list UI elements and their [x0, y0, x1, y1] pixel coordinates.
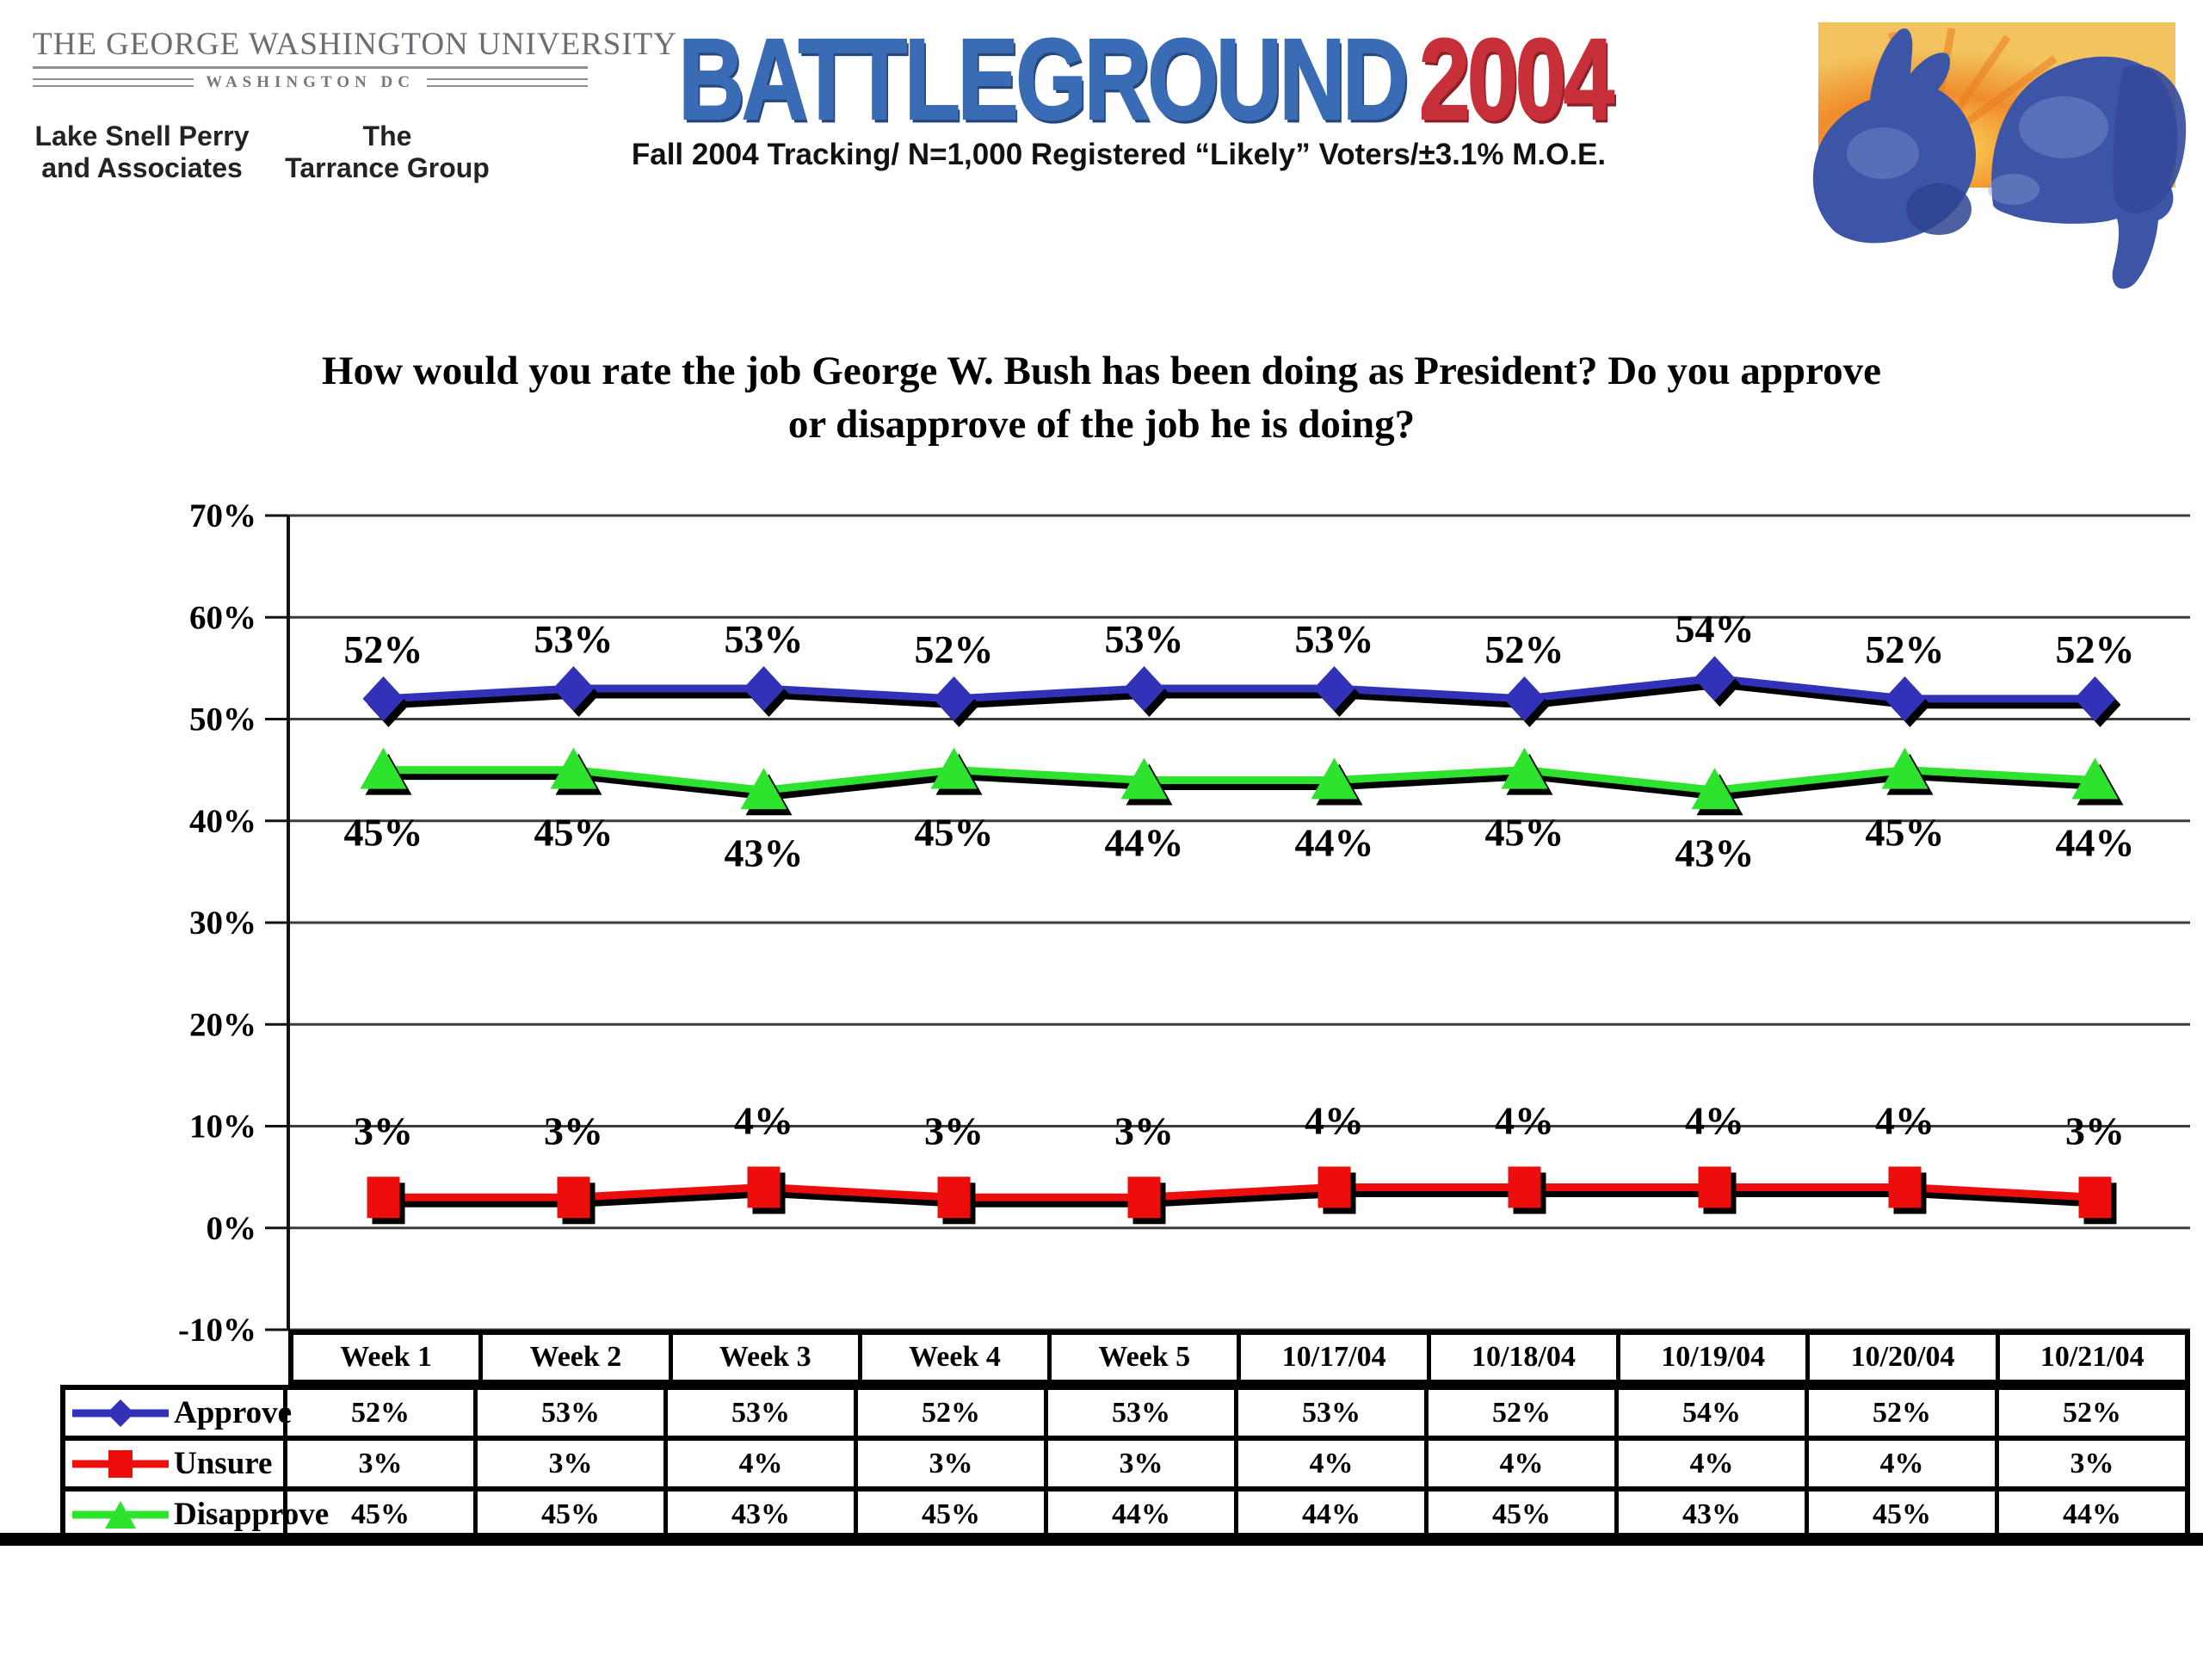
- data-label: 3%: [354, 1109, 413, 1153]
- legend-item-unsure: [65, 1441, 287, 1486]
- table-cell: 45%: [473, 1492, 663, 1537]
- square-marker: [367, 1177, 400, 1218]
- disapprove-legend-icon: [69, 1496, 172, 1534]
- legend-label: Disapprove: [174, 1497, 330, 1532]
- data-label: 44%: [1294, 820, 1374, 865]
- data-label: 53%: [1104, 617, 1184, 662]
- table-cell: 44%: [1044, 1492, 1234, 1537]
- y-axis-label: 70%: [189, 497, 256, 534]
- y-axis-label: -10%: [178, 1312, 256, 1349]
- table-cell: 52%: [1424, 1390, 1614, 1436]
- table-cell: 54%: [1614, 1390, 1805, 1436]
- data-label: 4%: [1685, 1098, 1744, 1143]
- table-column-header: 10/19/04: [1616, 1335, 1805, 1380]
- table-cell: 4%: [1234, 1441, 1424, 1486]
- data-label: 3%: [1114, 1109, 1174, 1153]
- data-label: 4%: [1305, 1098, 1364, 1143]
- data-label: 3%: [924, 1109, 984, 1153]
- data-label: 45%: [534, 810, 614, 855]
- data-label: 52%: [2055, 627, 2135, 671]
- table-cell: 45%: [1424, 1492, 1614, 1537]
- table-bottom-border: [0, 1533, 2203, 1546]
- table-cell: 52%: [1995, 1390, 2185, 1436]
- table-cell: 3%: [473, 1441, 663, 1486]
- table-column-header: 10/21/04: [1996, 1335, 2185, 1380]
- results-table: [60, 1385, 2190, 1542]
- table-header-row: [288, 1330, 2190, 1385]
- table-cell: 43%: [1614, 1492, 1805, 1537]
- data-label: 3%: [544, 1109, 603, 1153]
- data-label: 44%: [1104, 820, 1184, 865]
- unsure-legend-icon: [69, 1445, 172, 1483]
- data-label: 3%: [2065, 1109, 2125, 1153]
- table-column-header: Week 1: [340, 1341, 432, 1373]
- table-cell: 4%: [1424, 1441, 1614, 1486]
- square-marker: [1889, 1166, 1922, 1208]
- table-column-header: 10/20/04: [1805, 1335, 1995, 1380]
- table-row: [65, 1486, 2185, 1537]
- data-label: 4%: [734, 1098, 793, 1143]
- table-cell: 3%: [358, 1447, 403, 1479]
- y-axis-label: 0%: [206, 1209, 256, 1247]
- square-marker: [748, 1166, 781, 1208]
- table-row: [65, 1390, 2185, 1436]
- y-axis-label: 30%: [189, 905, 256, 942]
- table-cell: 44%: [1234, 1492, 1424, 1537]
- table-cell: 45%: [351, 1498, 410, 1530]
- question-title: How would you rate the job George W. Bush has been doing as President? Do you approve or disapprove of the job he is doing?: [322, 349, 1881, 448]
- gwu-title: THE GEORGE WASHINGTON UNIVERSITY: [33, 27, 678, 62]
- table-column-header: Week 5: [1047, 1335, 1237, 1380]
- table-cell: 4%: [1614, 1441, 1805, 1486]
- data-label: 53%: [1294, 617, 1374, 662]
- data-label: 45%: [343, 810, 423, 855]
- square-marker: [938, 1177, 971, 1218]
- data-label: 53%: [534, 617, 614, 662]
- table-cell: 45%: [1805, 1492, 1995, 1537]
- table-cell: 52%: [1805, 1390, 1995, 1436]
- approve-legend-icon: [69, 1394, 172, 1432]
- table-cell: 53%: [663, 1390, 854, 1436]
- data-label: 45%: [1865, 810, 1945, 855]
- table-cell: 44%: [1995, 1492, 2185, 1537]
- data-label: 44%: [2055, 820, 2135, 865]
- table-cell: 43%: [663, 1492, 854, 1537]
- data-label: 52%: [343, 627, 423, 671]
- data-label: 4%: [1875, 1098, 1935, 1143]
- data-label: 43%: [1675, 831, 1755, 875]
- table-column-header: Week 2: [478, 1335, 668, 1380]
- y-axis-label: 60%: [189, 599, 256, 637]
- table-cell: 3%: [854, 1441, 1044, 1486]
- y-axis-label: 20%: [189, 1006, 256, 1044]
- table-column-header: Week 4: [858, 1335, 1047, 1380]
- y-axis-label: 40%: [189, 802, 256, 840]
- data-label: 54%: [1675, 607, 1755, 652]
- partner-tarrance-group: The Tarrance Group: [285, 120, 490, 183]
- table-column-header: 10/17/04: [1237, 1335, 1426, 1380]
- data-label: 52%: [914, 627, 994, 671]
- battleground-word: BATTLEGROUND: [678, 15, 1406, 145]
- y-axis-label: 50%: [189, 701, 256, 738]
- table-cell: 4%: [1805, 1441, 1995, 1486]
- data-label: 53%: [724, 617, 804, 662]
- square-marker: [1318, 1166, 1351, 1208]
- table-cell: 52%: [854, 1390, 1044, 1436]
- table-cell: 53%: [1044, 1390, 1234, 1436]
- table-cell: 4%: [663, 1441, 854, 1486]
- table-cell: 45%: [854, 1492, 1044, 1537]
- data-label: 52%: [1484, 627, 1564, 671]
- y-axis-label: 10%: [189, 1108, 256, 1146]
- legend-label: Unsure: [174, 1446, 273, 1481]
- table-column-header: Week 3: [669, 1335, 858, 1380]
- table-cell: 52%: [351, 1396, 410, 1429]
- battleground-year: 2004: [1419, 15, 1612, 145]
- legend-item-approve: [65, 1390, 293, 1436]
- square-marker: [1699, 1166, 1731, 1208]
- table-cell: 53%: [1234, 1390, 1424, 1436]
- data-label: 43%: [724, 831, 804, 875]
- data-label: 45%: [914, 810, 994, 855]
- legend-item-disapprove: [65, 1492, 330, 1537]
- table-cell: 3%: [1044, 1441, 1234, 1486]
- table-column-header: 10/18/04: [1427, 1335, 1616, 1380]
- data-label: 52%: [1865, 627, 1945, 671]
- data-label: 4%: [1495, 1098, 1554, 1143]
- square-marker: [1128, 1177, 1161, 1218]
- square-marker: [1509, 1166, 1541, 1208]
- tracking-subtitle: Fall 2004 Tracking/ N=1,000 Registered “Likely” Voters/±3.1% M.O.E.: [631, 138, 1607, 171]
- square-marker: [2079, 1177, 2112, 1218]
- table-row: [65, 1436, 2185, 1486]
- data-label: 45%: [1484, 810, 1564, 855]
- gwu-subtitle: WASHINGTON DC: [206, 73, 415, 91]
- partner-lake-snell-perry: Lake Snell Perry and Associates: [34, 120, 250, 183]
- table-cell: 53%: [473, 1390, 663, 1436]
- legend-label: Approve: [174, 1395, 293, 1430]
- square-marker: [558, 1177, 590, 1218]
- table-cell: 3%: [1995, 1441, 2185, 1486]
